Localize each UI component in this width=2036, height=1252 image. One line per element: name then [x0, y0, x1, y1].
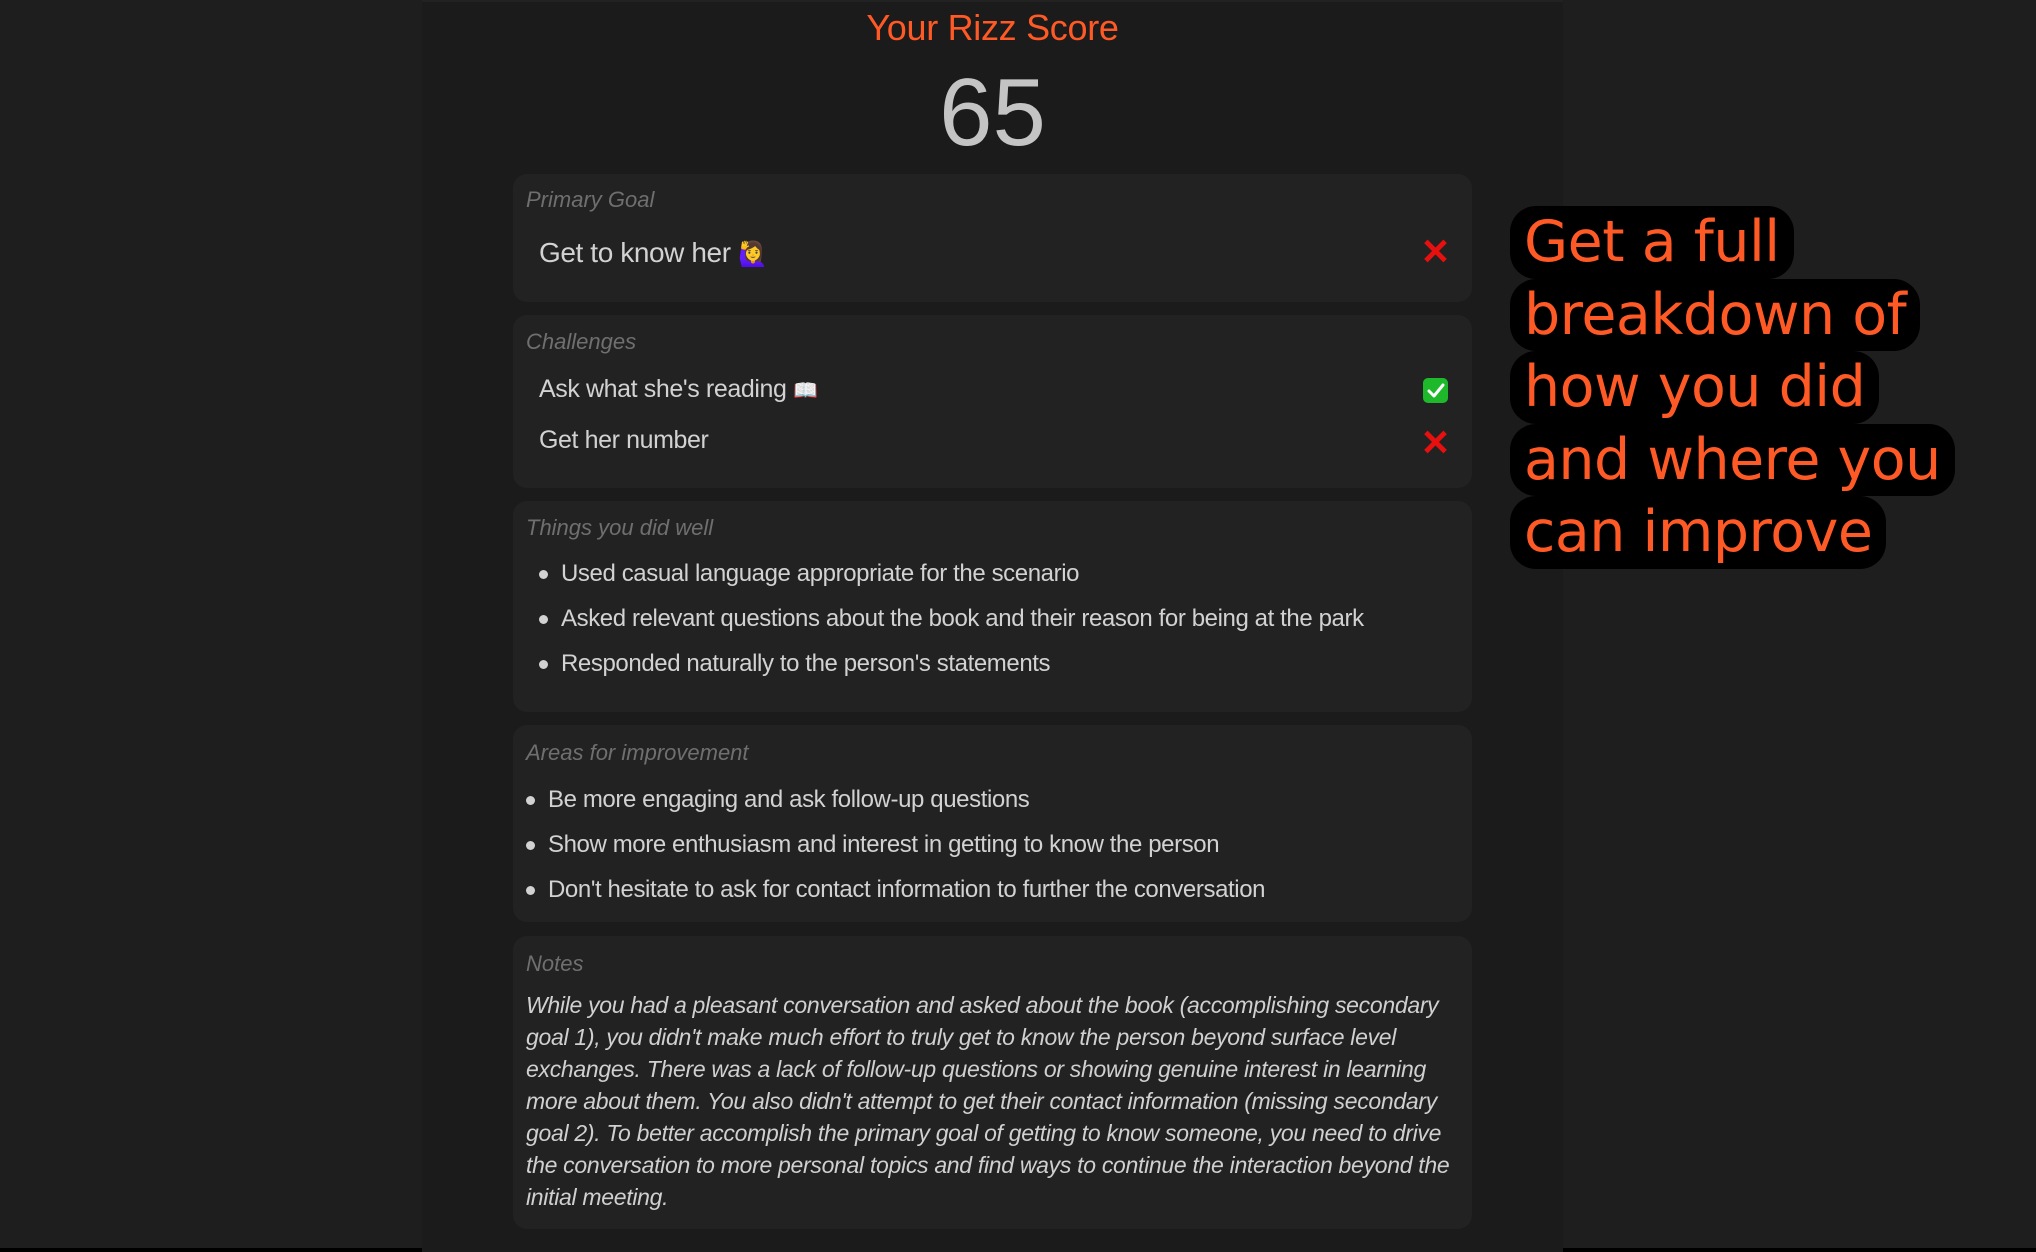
- primary-goal-card: [513, 174, 1472, 302]
- primary-goal-title: Get to know her: [539, 237, 731, 268]
- bullet-icon: [539, 570, 548, 579]
- primary-goal-text: [539, 236, 768, 272]
- x-icon: [1423, 429, 1448, 454]
- list-item: Show more enthusiasm and interest in getting to know the person: [548, 831, 1220, 858]
- challenge-text: Ask what she's reading: [539, 375, 787, 403]
- annotation-line: can improve: [1510, 496, 1886, 569]
- bullet-icon: [526, 841, 535, 850]
- improvement-card: [513, 725, 1472, 922]
- bullet-icon: [526, 886, 535, 895]
- results-panel: [422, 0, 1563, 1252]
- list-item: Be more engaging and ask follow-up questions: [548, 786, 1030, 813]
- annotation-line: and where you: [1510, 424, 1955, 497]
- notes-text: While you had a pleasant conversation and asked about the book (accomplishing secondary goal 1), you didn't make much effort to truly get to know the person beyond surface level exchanges. There was a lack of follow-up questions or showing genuine interest in learning more about them. You also didn't attempt to get their contact information (missing secondary goal 2). To better accomplish the primary goal of getting to know someone, you need to drive the conversation to more personal topics and find ways to continue the interaction beyond the initial meeting.: [526, 992, 1450, 1210]
- feature-annotation: [1510, 206, 2010, 569]
- list-item: Used casual language appropriate for the scenario: [561, 560, 1080, 587]
- did-well-card: [513, 501, 1472, 712]
- annotation-line: how you did: [1510, 351, 1879, 424]
- bullet-icon: [526, 796, 535, 805]
- challenge-item: [539, 425, 709, 455]
- open-book-icon: 📖: [793, 380, 818, 402]
- challenge-text: Get her number: [539, 426, 709, 454]
- bullet-icon: [539, 615, 548, 624]
- challenge-item: [539, 374, 818, 406]
- primary-goal-label: Primary Goal: [526, 187, 655, 212]
- list-item: Don't hesitate to ask for contact information to further the conversation: [548, 876, 1266, 903]
- check-icon: [1423, 378, 1448, 403]
- list-item: Asked relevant questions about the book and their reason for being at the park: [561, 605, 1364, 632]
- annotation-line: breakdown of: [1510, 279, 1920, 352]
- page-title: Your Rizz Score: [866, 7, 1119, 48]
- annotation-line: Get a full: [1510, 206, 1794, 279]
- challenges-card: [513, 315, 1472, 488]
- x-icon: [1423, 238, 1448, 263]
- list-item: Responded naturally to the person's statements: [561, 650, 1051, 677]
- woman-raising-hand-icon: 🙋‍♀️: [738, 241, 768, 268]
- challenges-label: Challenges: [526, 329, 637, 354]
- rizz-score-value: 65: [939, 59, 1046, 166]
- notes-label: Notes: [526, 951, 584, 976]
- notes-card: [513, 936, 1472, 1229]
- top-strip: [422, 0, 1563, 2]
- bullet-icon: [539, 660, 548, 669]
- did-well-label: Things you did well: [526, 515, 714, 540]
- improvement-label: Areas for improvement: [526, 740, 749, 765]
